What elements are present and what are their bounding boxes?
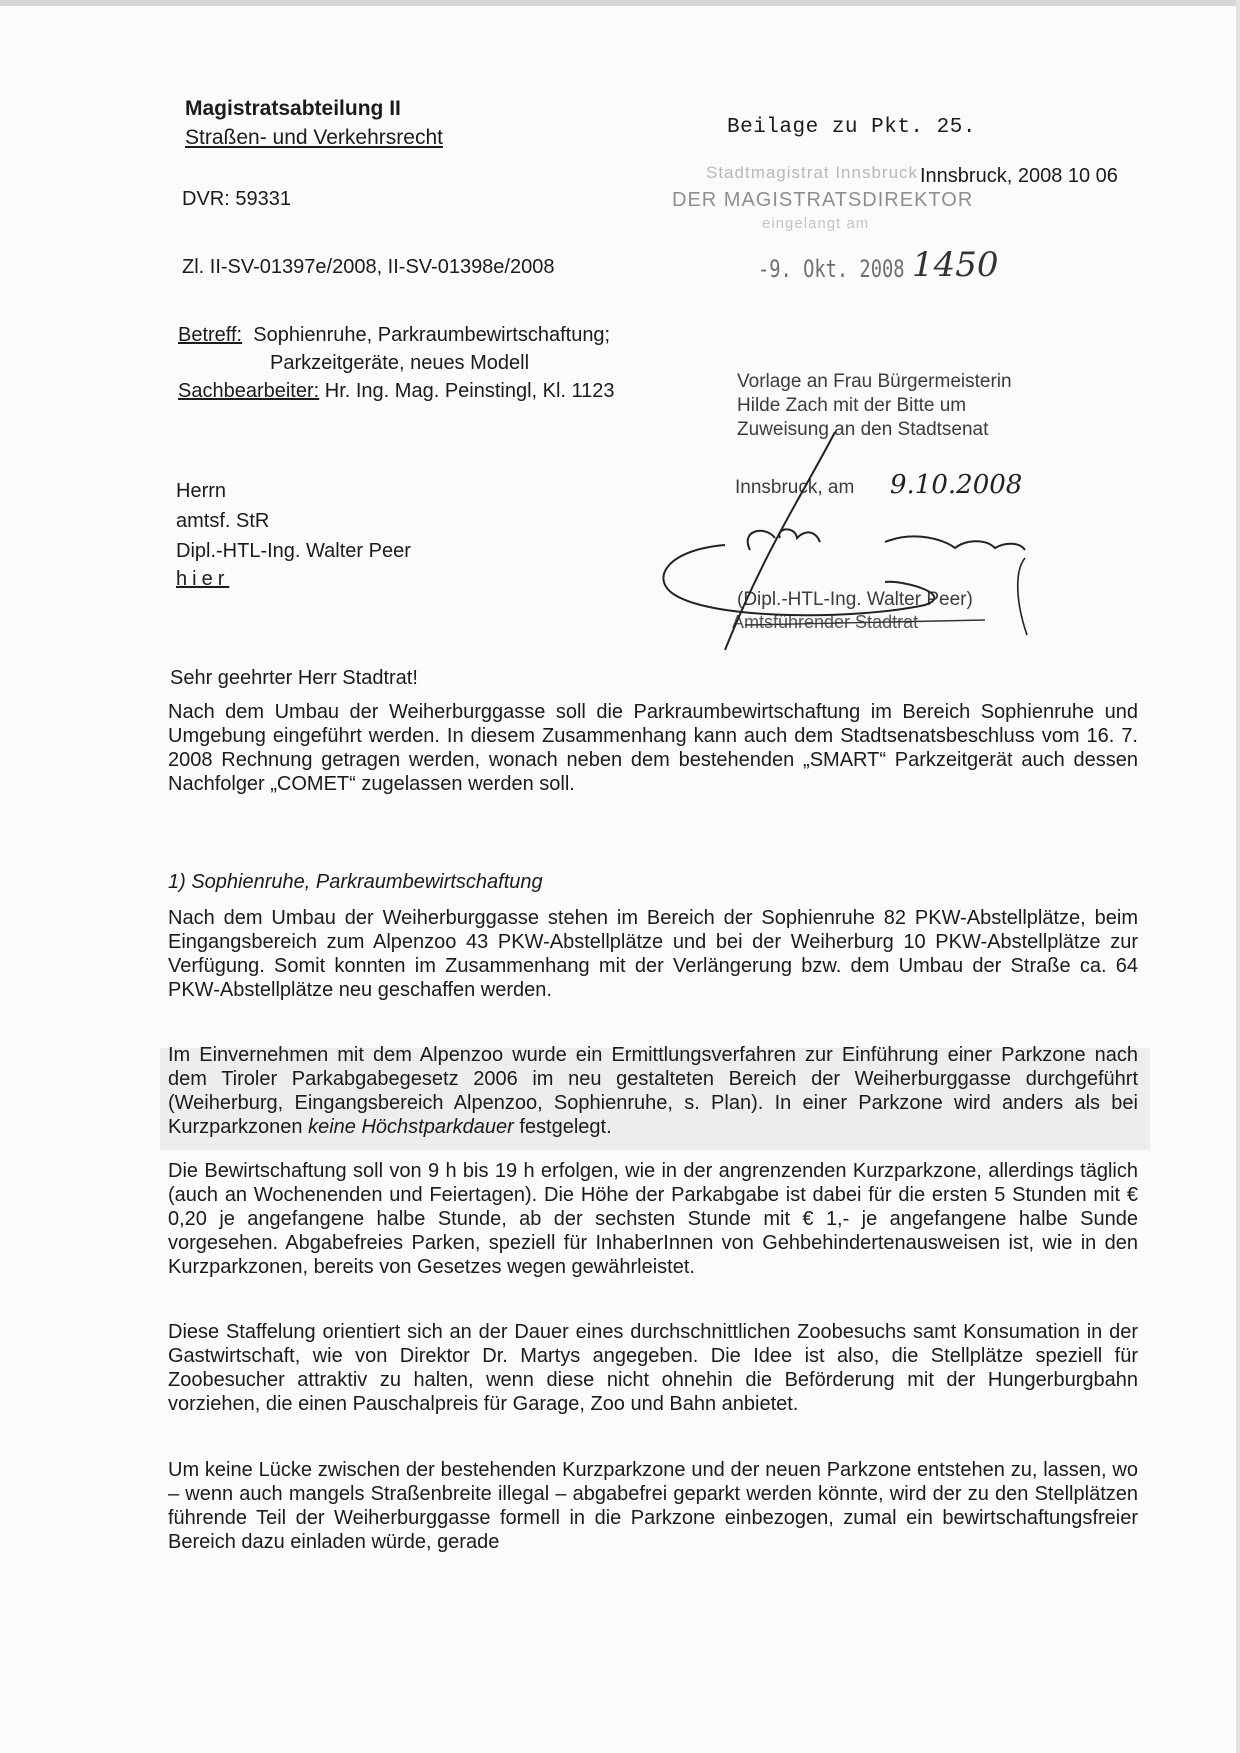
approval-date: 9.10.2008 xyxy=(890,470,1023,500)
subdepartment-name: Straßen- und Verkehrsrecht xyxy=(185,126,443,149)
stamp-date: -9. Okt. 2008 xyxy=(758,255,905,283)
subject-line-2: Parkzeitgeräte, neues Modell xyxy=(270,352,530,374)
signer-role: Amtsführender Stadtrat xyxy=(732,612,919,632)
paragraph-parkzone xyxy=(168,1043,1138,1139)
addressee-block xyxy=(176,476,411,566)
clerk-value: Hr. Ing. Mag. Peinstingl, Kl. 1123 xyxy=(324,380,615,402)
handwritten-signature xyxy=(655,430,1075,660)
addressee-line-1: Herrn xyxy=(176,480,227,502)
addressee-line-3: Dipl.-HTL-Ing. Walter Peer xyxy=(176,540,411,562)
addressee-line-2: amtsf. StR xyxy=(176,510,270,532)
addressee-hier: hier xyxy=(176,568,230,590)
stamp-number: 1450 xyxy=(912,245,999,285)
department-name: Magistratsabteilung II xyxy=(185,97,401,120)
file-reference: Zl. II-SV-01397e/2008, II-SV-01398e/2008 xyxy=(182,256,555,278)
subject-line-1: Sophienruhe, Parkraumbewirtschaftung; xyxy=(253,324,611,346)
place-date: Innsbruck, 2008 10 06 xyxy=(920,165,1118,187)
stamp-received-label: eingelangt am xyxy=(762,215,870,232)
subject-block xyxy=(178,321,615,405)
paragraph-weiherburggasse: Um keine Lücke zwischen der bestehenden Kurzparkzone und der neuen Parkzone entstehen zu, lassen, wo – wenn auch mangels Straßenbreite illegal – abgabefrei geparkt werden könnte, wird der zu den Stellplätzen führende Teil der Weiherburggasse formell in die Parkzone einbezogen, zumal ein bewirtschaftungsfreier Bereich dazu einladen würde, gerade xyxy=(168,1459,1138,1553)
section-heading: 1) Sophienruhe, Parkraumbewirtschaftung xyxy=(168,871,543,893)
paragraph-parking-spaces: Nach dem Umbau der Weiherburggasse stehen im Bereich der Sophienruhe 82 PKW-Abstellplätze, beim Eingangsbereich zum Alpenzoo 43 PKW-Abstellplätze und bei der Weiherburg 10 PKW-Abstellplätze zur Verfügung. Somit konnten im Zusammenhang mit der Verlängerung bzw. dem Umbau der Straße ca. 64 PKW-Abstellplätze neu geschaffen werden. xyxy=(168,907,1138,1001)
paragraph-parkzone-start: Im Einvernehmen mit dem Alpenzoo wurde ein Ermittlungsverfahren zur Einführung einer Parkzone nach dem Tiroler Parkabgabegesetz 2006 im neu gestalteten Bereich der Weiherburggasse durchgeführt (Weiherburg, Eingangsbereich Alpenzoo, Sophienruhe, s. Plan). In einer Parkzone wird anders als bei Kurzparkzonen xyxy=(168,1044,1138,1138)
approval-line-1: Vorlage an Frau Bürgermeisterin xyxy=(737,371,1012,392)
signer-name: (Dipl.-HTL-Ing. Walter Peer) xyxy=(737,589,973,610)
greeting: Sehr geehrter Herr Stadtrat! xyxy=(170,667,418,689)
stamp-authority: Stadtmagistrat Innsbruck xyxy=(706,163,919,182)
beilage-note: Beilage zu Pkt. 25. xyxy=(727,116,976,139)
intro-paragraph: Nach dem Umbau der Weiherburggasse soll die Parkraumbewirtschaftung im Bereich Sophienruhe und Umgebung eingeführt werden. In diesem Zusammenhang kann auch dem Stadtsenatsbeschluss vom 16. 7. 2008 Rechnung getragen werden, wonach neben dem bestehenden „SMART“ Parkzeitgerät auch dessen Nachfolger „COMET“ zugelassen werden soll. xyxy=(168,701,1138,795)
scan-edge-right xyxy=(1236,0,1240,1753)
paragraph-parkzone-emphasis: keine Höchstparkdauer xyxy=(308,1116,514,1138)
stamp-office: DER MAGISTRATSDIREKTOR xyxy=(672,189,974,211)
approval-place: Innsbruck, am xyxy=(735,477,855,498)
paragraph-fees: Die Bewirtschaftung soll von 9 h bis 19 h erfolgen, wie in der angrenzenden Kurzparkzone, allerdings täglich (auch an Wochenenden und Feiertagen). Die Höhe der Parkabgabe ist dabei für die ersten 5 Stunden mit € 0,20 je angefangene halbe Stunde, ab der sechsten Stunde mit € 1,- je angefangene halbe Sunde vorgesehen. Abgabefreies Parken, speziell für InhaberInnen von Gehbehindertenausweisen ist, wie in den Kurzparkzonen, bereits von Gesetzes wegen gewährleistet. xyxy=(168,1160,1138,1278)
paragraph-parkzone-end: festgelegt. xyxy=(519,1116,612,1138)
approval-line-3: Zuweisung an den Stadtsenat xyxy=(737,419,989,440)
approval-line-2: Hilde Zach mit der Bitte um xyxy=(737,395,967,416)
paragraph-staffelung: Diese Staffelung orientiert sich an der Dauer eines durchschnittlichen Zoobesuchs samt Konsumation in der Gastwirtschaft, wie von Direktor Dr. Martys angegeben. Die Idee ist also, die Stellplätze speziell für Zoobesucher attraktiv zu halten, wenn diese nicht ohnehin die Beförderung mit der Hungerburgbahn vorziehen, die einen Pauschalpreis für Garage, Zoo und Bahn anbietet. xyxy=(168,1321,1138,1415)
subject-label: Betreff: xyxy=(178,324,243,346)
dvr-number: DVR: 59331 xyxy=(182,188,291,210)
clerk-label: Sachbearbeiter: xyxy=(178,380,320,402)
scan-edge-top xyxy=(0,0,1240,6)
